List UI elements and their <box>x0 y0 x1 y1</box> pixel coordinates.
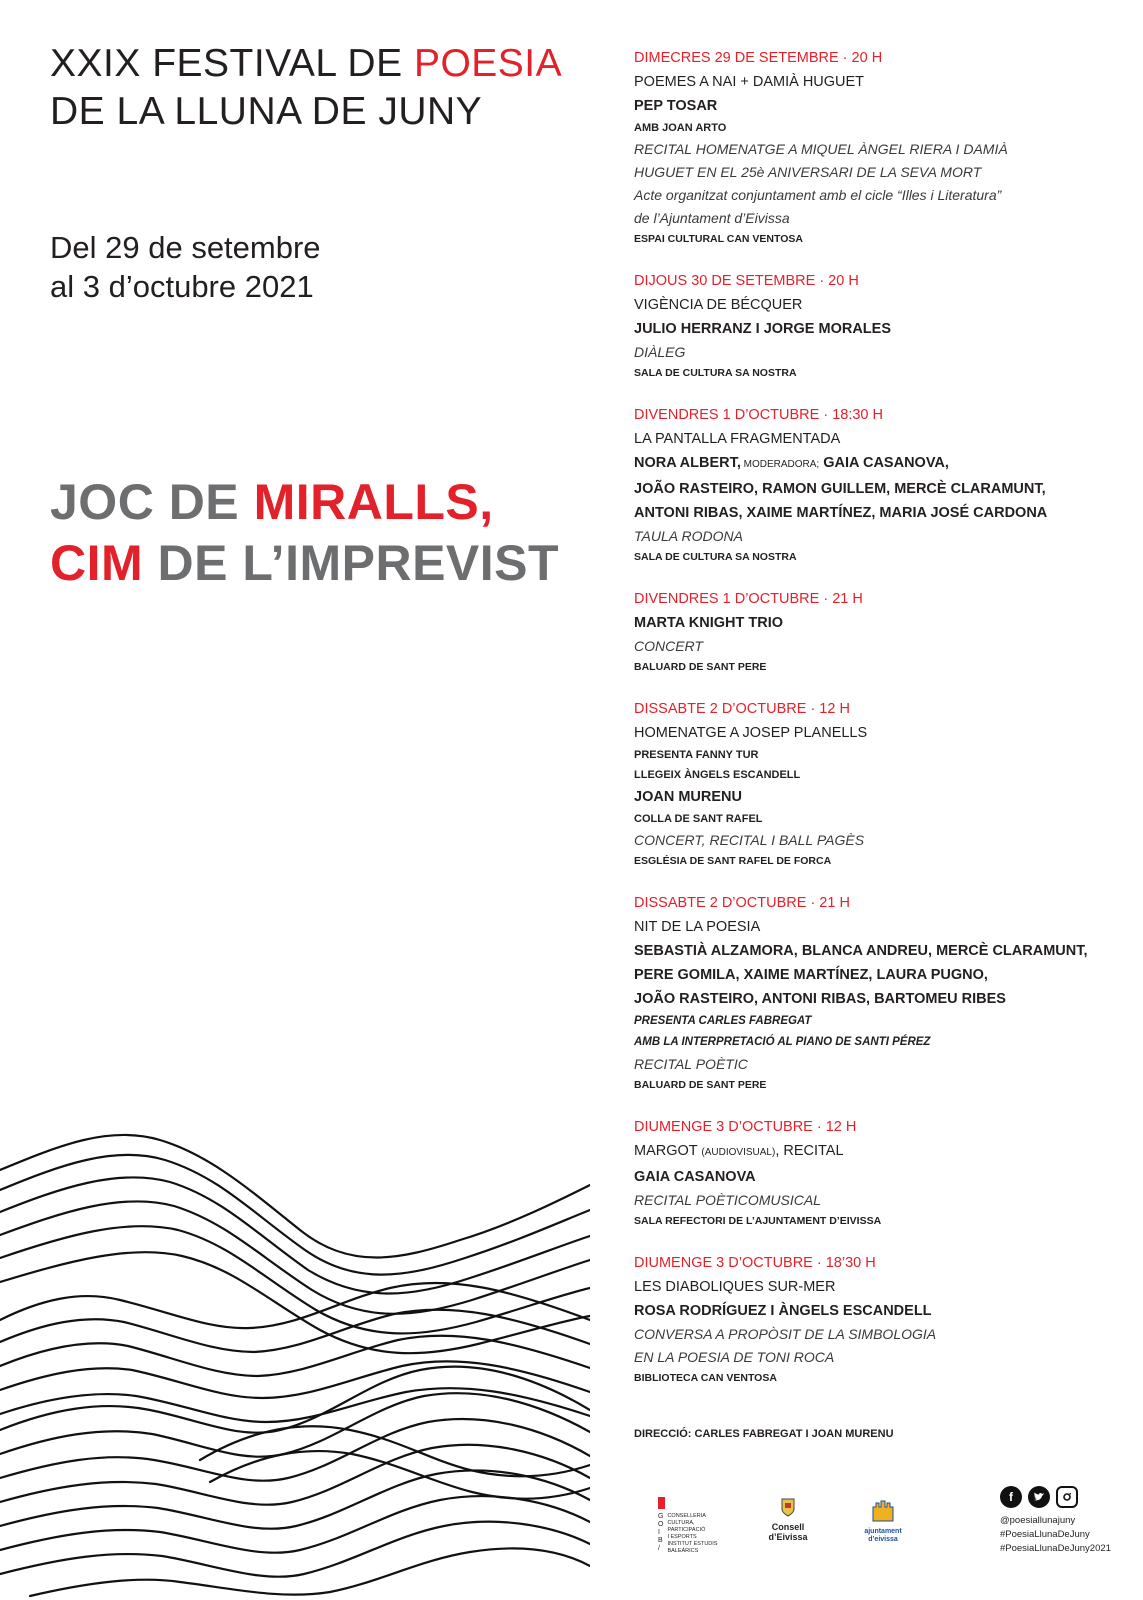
event-date: DIUMENGE 3 D’OCTUBRE · 18’30 H <box>634 1255 876 1271</box>
event-place: BIBLIOTECA CAN VENTOSA <box>634 1372 777 1384</box>
dates-line2: al 3 d’octubre 2021 <box>50 269 314 304</box>
mountains-illustration <box>0 1130 590 1600</box>
event-note: RECITAL HOMENATGE A MIQUEL ÀNGEL RIERA I DAMIÀ <box>634 141 1008 157</box>
govern-text: CONSELLERIA <box>667 1513 706 1519</box>
govern-letter: O <box>658 1521 664 1528</box>
ajuntament-label-line2: d’eivissa <box>868 1536 898 1543</box>
event-note: CONCERT <box>634 638 703 654</box>
event-name: GAIA CASANOVA, <box>819 455 949 471</box>
social-handles <box>1000 1514 1111 1556</box>
govern-text: BALEÀRICS <box>667 1548 699 1554</box>
event-title: POEMES A NAI + DAMIÀ HUGUET <box>634 74 865 90</box>
event-item <box>634 697 1104 870</box>
govern-shield-icon <box>658 1497 665 1509</box>
social-icons <box>1000 1486 1111 1508</box>
event-names: ANTONI RIBAS, XAIME MARTÍNEZ, MARIA JOSÉ CARDONA <box>634 505 1048 521</box>
event-note: RECITAL POÈTIC <box>634 1056 748 1072</box>
festival-header <box>50 40 610 136</box>
event-sub: AMB JOAN ARTO <box>634 122 727 134</box>
govern-letter: B <box>658 1537 663 1544</box>
social-handle[interactable]: @poesiallunajuny <box>1000 1515 1076 1526</box>
event-note: EN LA POESIA DE TONI ROCA <box>634 1349 835 1365</box>
event-note: RECITAL POÈTICOMUSICAL <box>634 1192 821 1208</box>
event-names: SEBASTIÀ ALZAMORA, BLANCA ANDREU, MERCÈ CLARAMUNT, <box>634 943 1088 959</box>
event-names: ROSA RODRÍGUEZ I ÀNGELS ESCANDELL <box>634 1303 932 1319</box>
event-item <box>634 1251 1104 1387</box>
event-note: TAULA RODONA <box>634 528 743 544</box>
ajuntament-castle-icon <box>870 1497 896 1523</box>
event-title: LA PANTALLA FRAGMENTADA <box>634 431 841 447</box>
festival-title-prefix: XXIX FESTIVAL DE <box>50 42 414 85</box>
social-block <box>1000 1486 1111 1556</box>
event-sub: COLLA DE SANT RAFEL <box>634 813 763 825</box>
govern-letter: / <box>658 1545 660 1552</box>
festival-title-accent: POESIA <box>413 42 563 85</box>
event-note: CONCERT, RECITAL I BALL PAGÈS <box>634 832 865 848</box>
govern-text: INSTITUT ESTUDIS <box>667 1541 718 1547</box>
event-title: VIGÈNCIA DE BÉCQUER <box>634 297 803 313</box>
event-place: ESPAI CULTURAL CAN VENTOSA <box>634 233 803 245</box>
event-item <box>634 46 1104 248</box>
govern-letter: G <box>658 1513 664 1520</box>
event-names: PEP TOSAR <box>634 98 718 114</box>
event-item <box>634 269 1104 382</box>
event-date: DIMECRES 29 DE SETEMBRE · 20 H <box>634 50 883 66</box>
event-names: MARTA KNIGHT TRIO <box>634 615 784 631</box>
festival-title-line1 <box>50 40 610 88</box>
event-date: DIVENDRES 1 D’OCTUBRE · 21 H <box>634 591 863 607</box>
govern-letter: I <box>658 1529 660 1536</box>
program-list <box>634 46 1104 1408</box>
event-sub: PRESENTA CARLES FABREGAT <box>634 1015 812 1027</box>
social-hashtag[interactable]: #PoesiaLlunaDeJuny2021 <box>1000 1543 1111 1554</box>
instagram-icon[interactable] <box>1056 1486 1078 1508</box>
event-place: BALUARD DE SANT PERE <box>634 1079 767 1091</box>
event-note: de l’Ajuntament d’Eivissa <box>634 210 790 226</box>
ajuntament-eivissa-logo <box>853 1497 913 1544</box>
event-title-part: , RECITAL <box>775 1143 844 1159</box>
event-note: Acte organitzat conjuntament amb el cicle “Illes i Literatura” <box>634 187 1002 203</box>
event-place: ESGLÉSIA DE SANT RAFEL DE FORCA <box>634 855 832 867</box>
festival-dates <box>50 228 321 306</box>
govern-text: I ESPORTS <box>667 1534 697 1540</box>
event-date: DIVENDRES 1 D’OCTUBRE · 18:30 H <box>634 407 883 423</box>
event-names: JULIO HERRANZ I JORGE MORALES <box>634 321 891 337</box>
event-place: SALA DE CULTURA SA NOSTRA <box>634 551 797 563</box>
event-place: BALUARD DE SANT PERE <box>634 661 767 673</box>
theme-line1 <box>50 472 559 533</box>
event-names: GAIA CASANOVA <box>634 1169 756 1185</box>
consell-eivissa-logo <box>758 1497 818 1542</box>
event-date: DIUMENGE 3 D’OCTUBRE · 12 H <box>634 1119 857 1135</box>
consell-label-line2: d’Eivissa <box>768 1532 808 1542</box>
event-date: DIJOUS 30 DE SETEMBRE · 20 H <box>634 273 859 289</box>
direction-credit: DIRECCIÓ: CARLES FABREGAT I JOAN MURENU <box>634 1428 894 1440</box>
theme-part1: JOC DE <box>50 474 254 530</box>
event-place: SALA REFECTORI DE L’AJUNTAMENT D’EIVISSA <box>634 1215 882 1227</box>
ajuntament-label-line1: ajuntament <box>864 1528 902 1535</box>
theme-part2: DE L’IMPREVIST <box>143 535 560 591</box>
govern-illes-balears-logo <box>658 1497 728 1555</box>
event-role: MODERADORA; <box>740 459 820 470</box>
event-names: PERE GOMILA, XAIME MARTÍNEZ, LAURA PUGNO, <box>634 967 988 983</box>
govern-text: PARTICIPACIÓ <box>667 1527 706 1533</box>
event-title: LES DIABOLIQUES SUR-MER <box>634 1279 836 1295</box>
twitter-icon[interactable] <box>1028 1486 1050 1508</box>
event-date: DISSABTE 2 D’OCTUBRE · 12 H <box>634 701 850 717</box>
event-names: JOAN MURENU <box>634 789 742 805</box>
theme-accent2: CIM <box>50 535 144 591</box>
event-title: HOMENATGE A JOSEP PLANELLS <box>634 725 868 741</box>
event-note: CONVERSA A PROPÒSIT DE LA SIMBOLOGIA <box>634 1326 937 1342</box>
event-item <box>634 587 1104 676</box>
social-hashtag[interactable]: #PoesiaLlunaDeJuny <box>1000 1529 1090 1540</box>
facebook-icon[interactable]: f <box>1000 1486 1022 1508</box>
consell-label-line1: Consell <box>771 1522 805 1532</box>
event-names: JOÃO RASTEIRO, RAMON GUILLEM, MERCÈ CLARAMUNT, <box>634 481 1046 497</box>
event-title-small: (AUDIOVISUAL) <box>701 1147 776 1158</box>
event-names: JOÃO RASTEIRO, ANTONI RIBAS, BARTOMEU RIBES <box>634 991 1006 1007</box>
event-item <box>634 891 1104 1094</box>
event-names <box>634 451 1104 477</box>
event-sub: AMB LA INTERPRETACIÓ AL PIANO DE SANTI PÉREZ <box>634 1036 931 1048</box>
event-note: DIÀLEG <box>634 344 686 360</box>
event-note: HUGUET EN EL 25è ANIVERSARI DE LA SEVA MORT <box>634 164 982 180</box>
theme-line2 <box>50 533 559 594</box>
event-place: SALA DE CULTURA SA NOSTRA <box>634 367 797 379</box>
event-title <box>634 1139 1104 1165</box>
festival-title-line2: DE LA LLUNA DE JUNY <box>50 90 483 133</box>
govern-text: CULTURA, <box>667 1520 695 1526</box>
sponsor-logos <box>658 1497 938 1557</box>
theme-accent1: MIRALLS, <box>253 474 494 530</box>
event-date: DISSABTE 2 D’OCTUBRE · 21 H <box>634 895 850 911</box>
event-sub: PRESENTA FANNY TUR <box>634 749 759 761</box>
event-name-moderator: NORA ALBERT, <box>634 455 741 471</box>
event-item <box>634 1115 1104 1230</box>
event-item <box>634 403 1104 566</box>
event-title-part: MARGOT <box>634 1143 702 1159</box>
event-title: NIT DE LA POESIA <box>634 919 761 935</box>
consell-crest-icon <box>780 1497 796 1517</box>
event-sub: LLEGEIX ÀNGELS ESCANDELL <box>634 769 801 781</box>
festival-theme <box>50 472 559 594</box>
dates-line1: Del 29 de setembre <box>50 230 321 265</box>
